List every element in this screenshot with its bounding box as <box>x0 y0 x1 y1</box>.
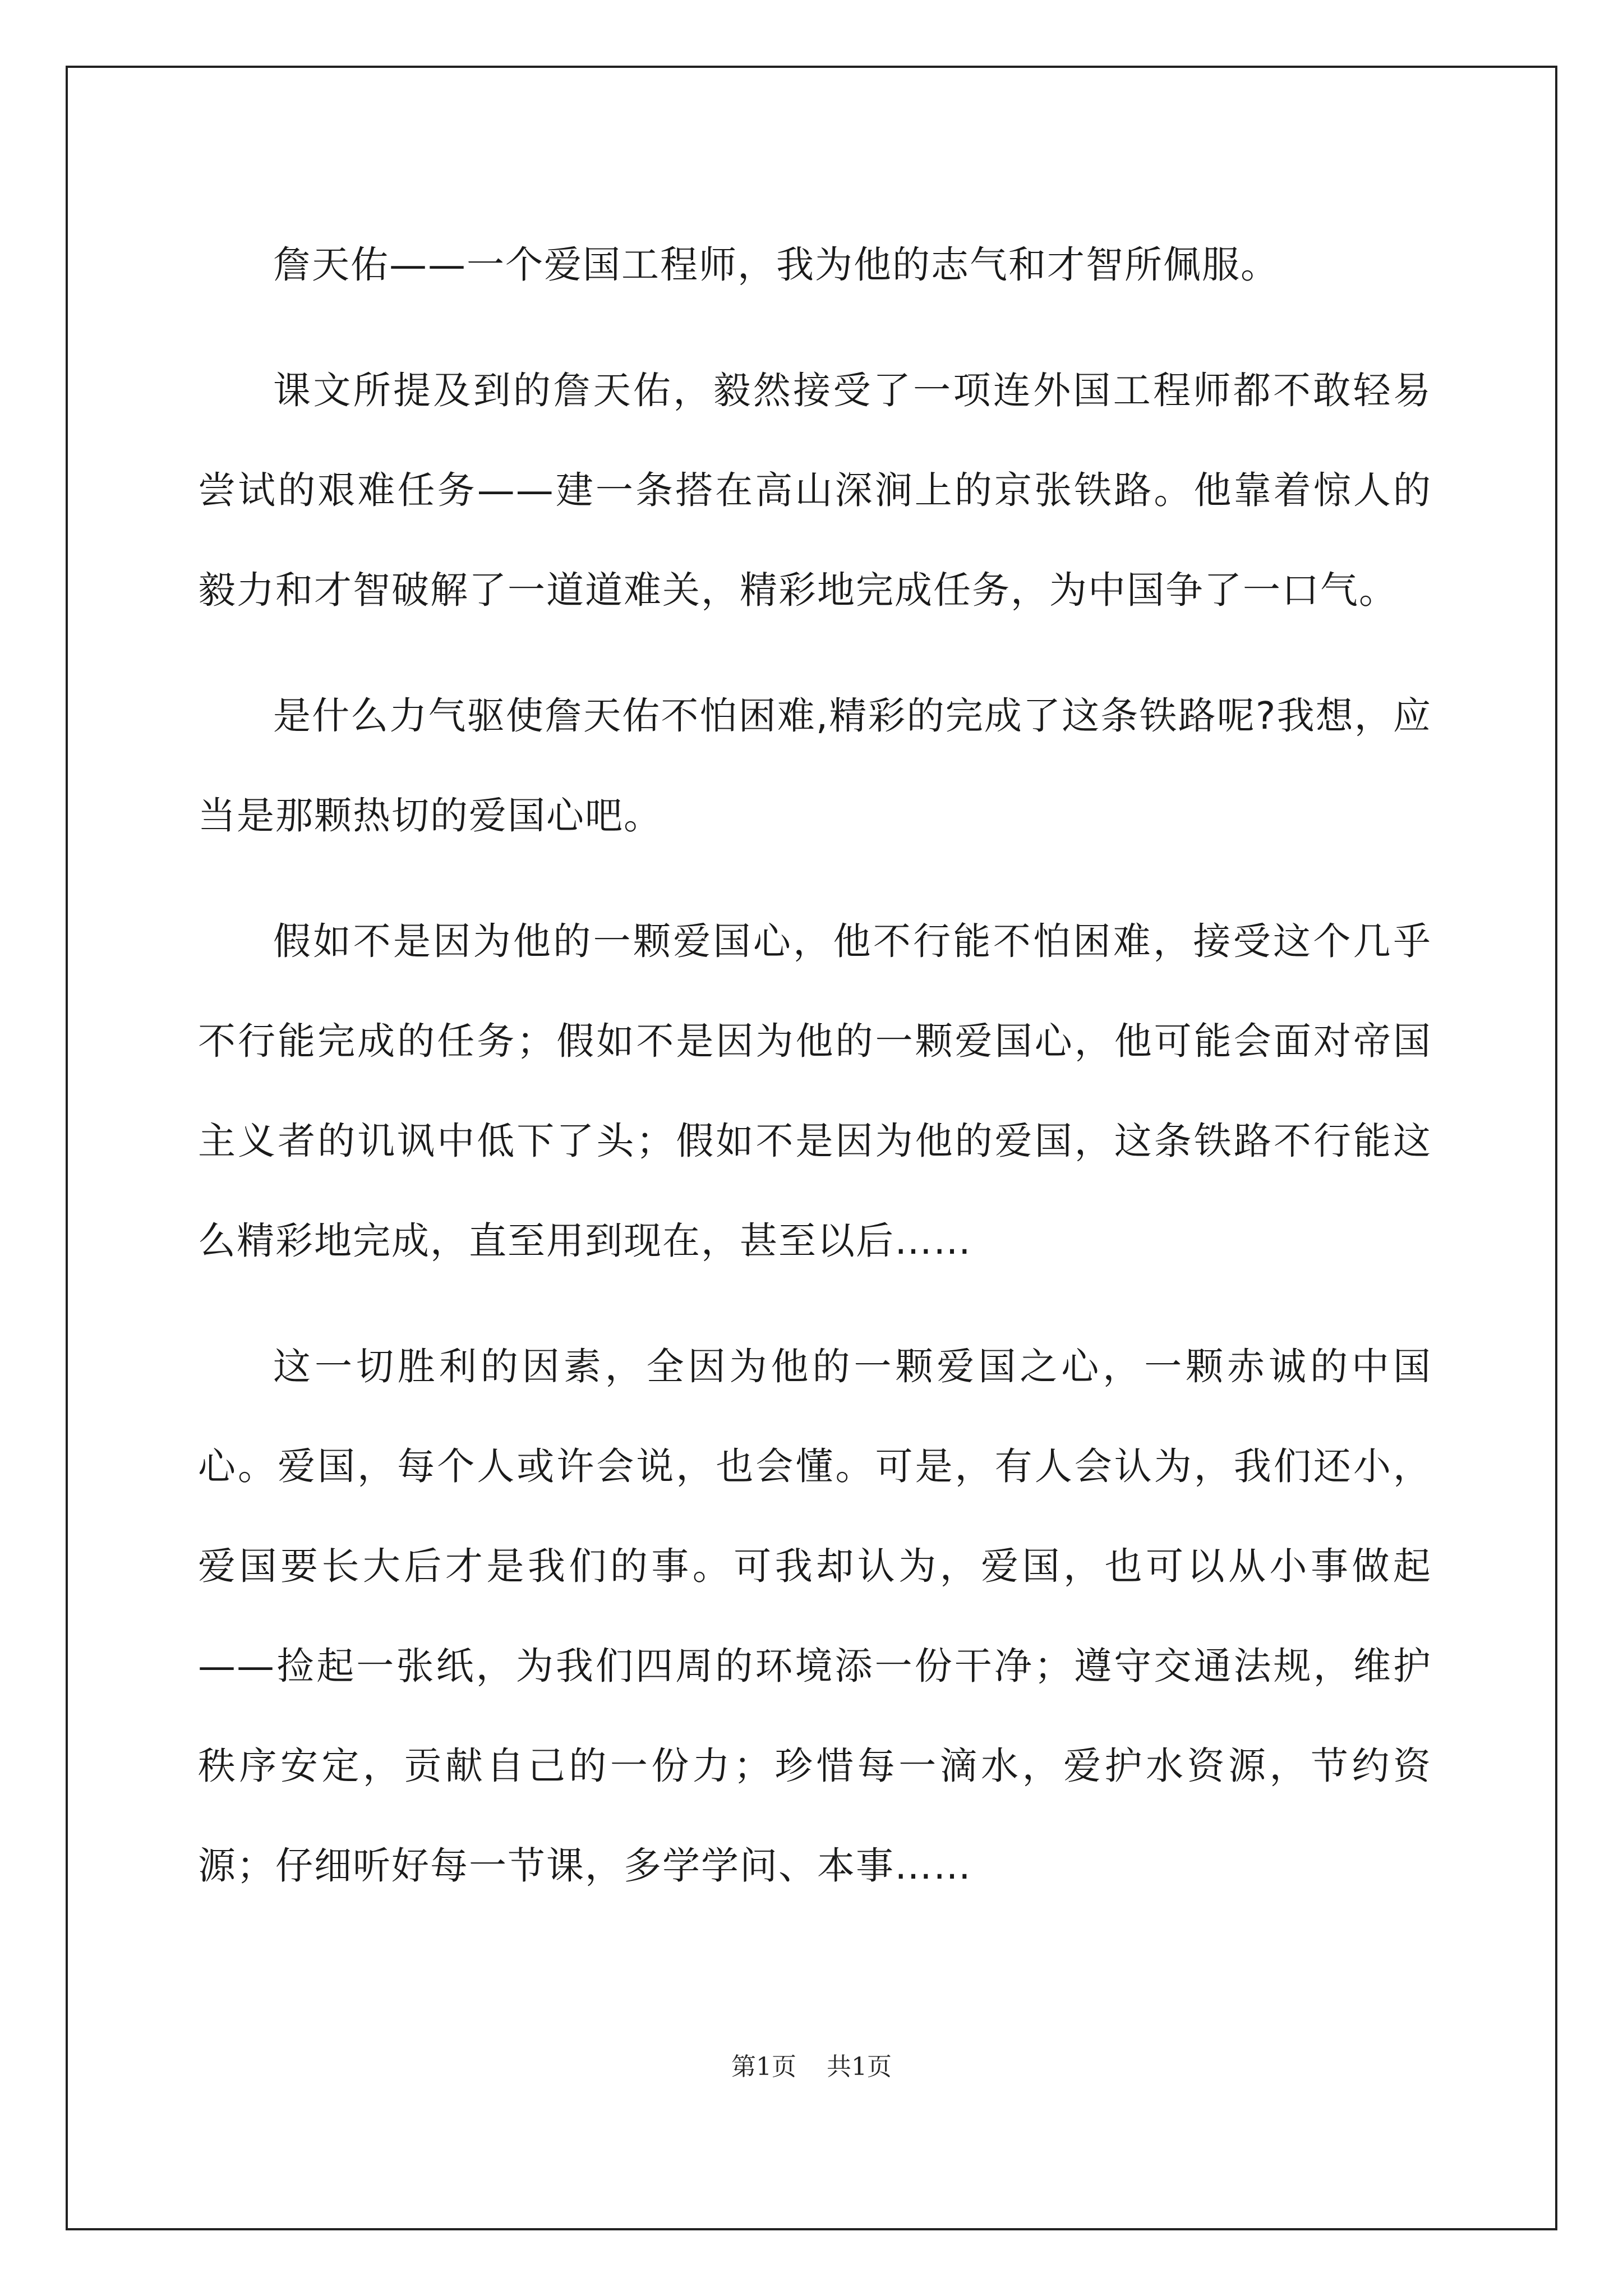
page-footer <box>0 2046 1623 2082</box>
paragraph: 是什么力气驱使詹天佑不怕困难,精彩的完成了这条铁路呢?我想，应当是那颗热切的爱国心吧。 <box>198 694 1432 838</box>
paragraph: 课文所提及到的詹天佑，毅然接受了一项连外国工程师都不敢轻易尝试的艰难任务——建一条搭在高山深涧上的京张铁路。他靠着惊人的毅力和才智破解了一道道难关，精彩地完成任务，为中国争了一口气。 <box>198 369 1432 612</box>
paragraph: 假如不是因为他的一颗爱国心，他不行能不怕困难，接受这个几乎不行能完成的任务；假如不是因为他的一颗爱国心，他可能会面对帝国主义者的讥讽中低下了头；假如不是因为他的爱国，这条铁路不行能这么精彩地完成，直至用到现在，甚至以后…… <box>198 919 1432 1263</box>
page-total: 共1页 <box>827 2053 892 2081</box>
paragraph: 这一切胜利的因素，全因为他的一颗爱国之心，一颗赤诚的中国心。爱国，每个人或许会说，也会懂。可是，有人会认为，我们还小，爱国要长大后才是我们的事。可我却认为，爱国，也可以从小事做起——捡起一张纸，为我们四周的环境添一份干净；遵守交通法规，维护秩序安定，贡献自己的一份力；珍惜每一滴水，爱护水资源，节约资源；仔细听好每一节课，多学学问、本事…… <box>198 1345 1432 1888</box>
document-body <box>198 215 1432 1941</box>
page-number: 第1页 <box>731 2053 796 2081</box>
paragraph: 詹天佑——一个爱国工程师，我为他的志气和才智所佩服。 <box>273 243 1279 287</box>
